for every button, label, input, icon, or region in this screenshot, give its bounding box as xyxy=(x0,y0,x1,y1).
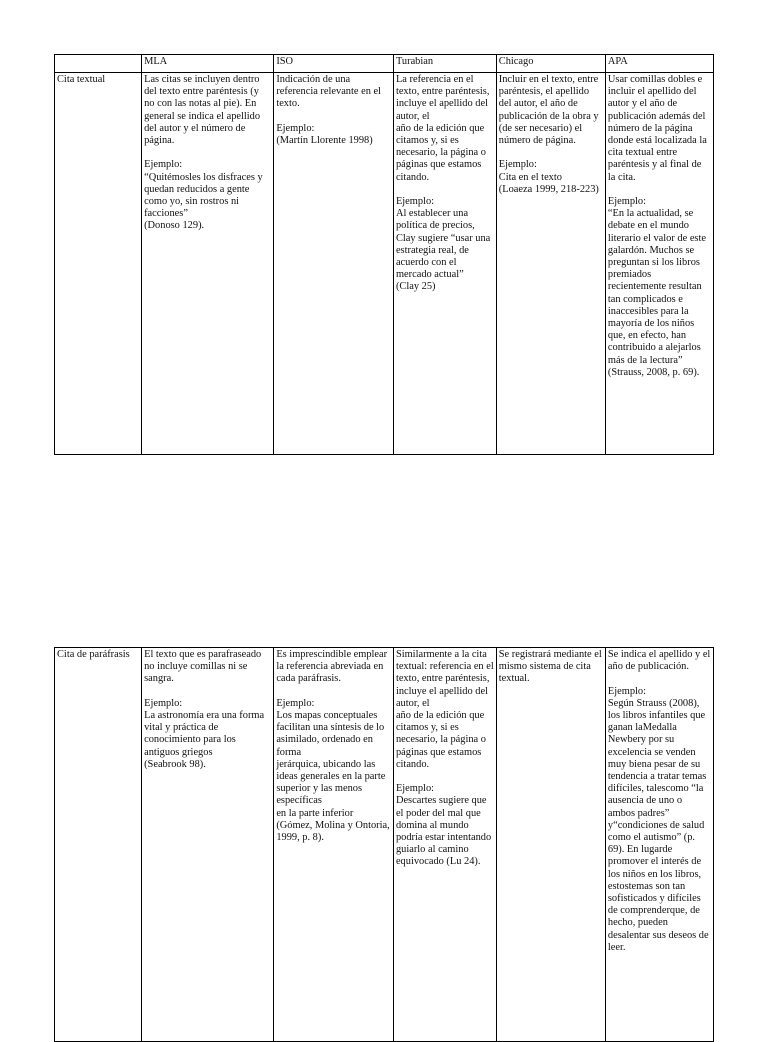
row-label: Cita textual xyxy=(55,73,142,455)
header-iso: ISO xyxy=(274,55,394,73)
header-apa: APA xyxy=(605,55,713,73)
cell-turabian: La referencia en el texto, entre paréntesis, incluye el apellido del autor, el año de la edición que citamos y, si es necesario, la página o páginas que estamos citando. Ejemplo: Al establecer una política de precios, Clay sugiere “usar una estrategia real, de acuerdo con el mercado actual” (Clay 25) xyxy=(393,73,496,455)
row-label: Cita de paráfrasis xyxy=(55,648,142,1042)
header-chicago: Chicago xyxy=(496,55,605,73)
cell-mla: El texto que es parafraseado no incluye comillas ni se sangra. Ejemplo: La astronomía era una forma vital y práctica de conocimiento para los antiguos griegos (Seabrook 98). xyxy=(142,648,274,1042)
cell-turabian: Similarmente a la cita textual: referencia en el texto, entre paréntesis, incluye el apellido del autor, el año de la edición que citamos y, si es necesario, la página o páginas que estamos citando. Ejemplo: Descartes sugiere que el poder del mal que domina al mundo podría estar intentando guiarlo al camino equivocado (Lu 24). xyxy=(393,648,496,1042)
header-empty-cell xyxy=(55,55,142,73)
citation-table xyxy=(54,54,714,455)
header-mla: MLA xyxy=(142,55,274,73)
header-turabian: Turabian xyxy=(393,55,496,73)
cell-mla: Las citas se incluyen dentro del texto entre paréntesis (y no con las notas al pie). En general se indica el apellido del autor y el número de página. Ejemplo: “Quitémosles los disfraces y quedan reducidos a gente como yo, sin rostros ni facciones” (Donoso 129). xyxy=(142,73,274,455)
table-header-row xyxy=(55,55,714,73)
cell-apa: Usar comillas dobles e incluir el apellido del autor y el año de publicación además del número de la página donde está localizada la cita textual entre paréntesis y al final de la cita. Ejemplo: “En la actualidad, se debate en el mundo literario el valor de este galardón. Muchos se preguntan si los libros premiados recientemente resultan tan complicados e inaccesibles para la mayoría de los niños que, en efecto, han contribuido a alejarlos más de la lectura” (Strauss, 2008, p. 69). xyxy=(605,73,713,455)
cell-iso: Indicación de una referencia relevante en el texto. Ejemplo: (Martín Llorente 1998) xyxy=(274,73,394,455)
table-row-cita-textual xyxy=(55,73,714,455)
citation-table-continued xyxy=(54,647,714,1042)
cell-apa: Se indica el apellido y el año de publicación. Ejemplo: Según Strauss (2008), los libros infantiles que ganan laMedalla Newbery por su excelencia se venden muy biena pesar de su tendencia a tratar temas difíciles, talescomo “la ausencia de uno o ambos padres” y“condiciones de salud como el autismo” (p. 69). En lugarde promover el interés de los niños en los libros, estostemas son tan sofisticados y difíciles de comprenderque, de hecho, pueden desalentar sus deseos de leer. xyxy=(605,648,713,1042)
cell-iso: Es imprescindible emplear la referencia abreviada en cada paráfrasis. Ejemplo: Los mapas conceptuales facilitan una síntesis de lo asimilado, ordenado en forma jerárquica, ubicando las ideas generales en la parte superior y las menos específicas en la parte inferior (Gómez, Molina y Ontoria, 1999, p. 8). xyxy=(274,648,394,1042)
table-row-cita-parafrasis xyxy=(55,648,714,1042)
cell-chicago: Se registrará mediante el mismo sistema de cita textual. xyxy=(496,648,605,1042)
cell-chicago: Incluir en el texto, entre paréntesis, el apellido del autor, el año de publicación de la obra y (de ser necesario) el número de página. Ejemplo: Cita en el texto (Loaeza 1999, 218-223) xyxy=(496,73,605,455)
